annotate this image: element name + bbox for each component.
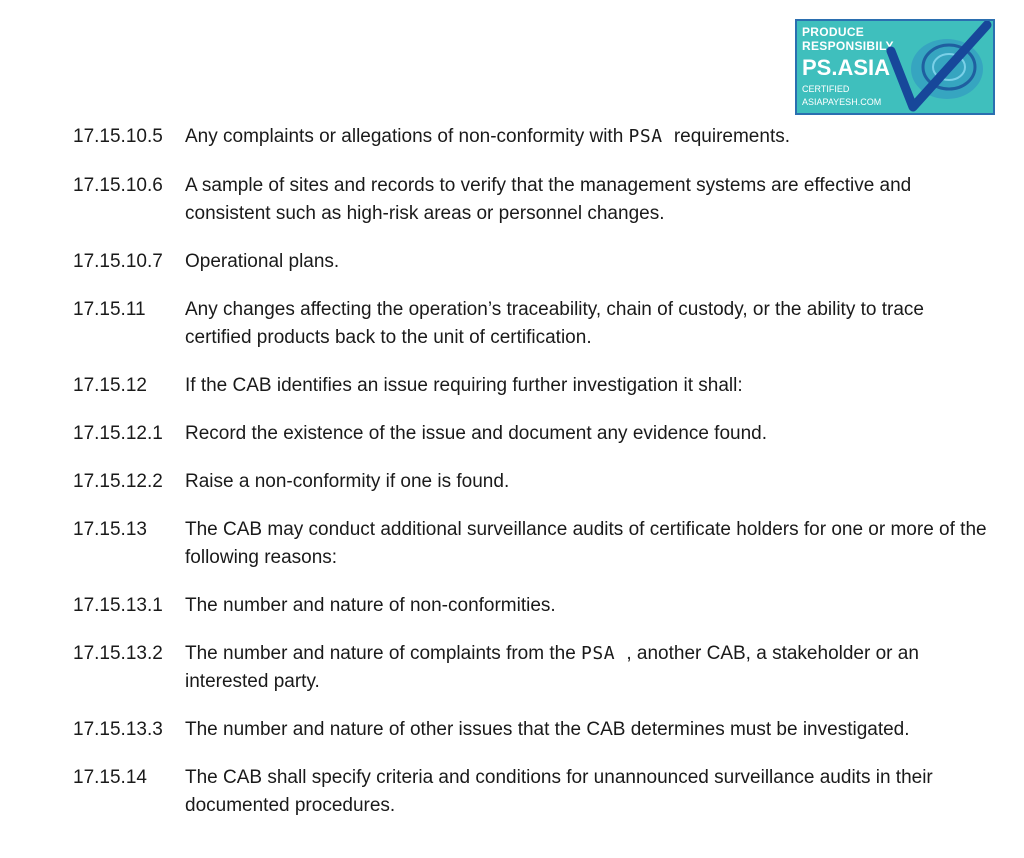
clause-item	[73, 640, 993, 696]
clause-item	[73, 420, 993, 448]
clause-text-part: Any changes affecting the operation’s traceability, chain of custody, or the ability to trace certified products back to the unit of certification.	[185, 299, 924, 348]
clause-item	[73, 716, 993, 744]
clause-text	[185, 123, 993, 151]
clause-number: 17.15.10.5	[73, 126, 163, 147]
clause-text-part: The CAB shall specify criteria and conditions for unannounced surveillance audits in their documented procedures.	[185, 767, 933, 816]
certification-logo	[795, 19, 995, 115]
clause-number: 17.15.12	[73, 375, 147, 396]
clause-text	[185, 716, 993, 744]
checkmark-seal-icon	[885, 21, 993, 115]
clause-text-part: A sample of sites and records to verify that the management systems are effective and consistent such as high-risk areas or personnel changes.	[185, 175, 912, 224]
clause-item	[73, 248, 993, 276]
clause-text	[185, 640, 993, 696]
logo-line-certified: CERTIFIED	[802, 84, 850, 94]
clause-item	[73, 468, 993, 496]
clause-number: 17.15.10.6	[73, 175, 163, 196]
clause-text-part: Operational plans.	[185, 251, 340, 272]
clause-list	[73, 123, 993, 820]
clause-item	[73, 296, 993, 352]
clause-number: 17.15.12.1	[73, 423, 163, 444]
clause-text	[185, 372, 993, 400]
clause-text	[185, 516, 993, 572]
logo-line-responsibly: RESPONSIBILY	[802, 39, 894, 53]
clause-number: 17.15.14	[73, 767, 147, 788]
clause-item	[73, 764, 993, 820]
clause-text-part: Record the existence of the issue and document any evidence found.	[185, 423, 767, 444]
clause-text-part: If the CAB identifies an issue requiring further investigation it shall:	[185, 375, 743, 396]
clause-text	[185, 248, 993, 276]
psa-mark: PSA	[581, 643, 616, 664]
clause-item	[73, 592, 993, 620]
clause-text-part: , another CAB, a stakeholder or an interested party.	[185, 643, 919, 692]
clause-item	[73, 123, 993, 151]
clause-text	[185, 592, 993, 620]
clause-text-part: Raise a non-conformity if one is found.	[185, 471, 510, 492]
psa-mark: PSA	[628, 126, 663, 147]
clause-number: 17.15.10.7	[73, 251, 163, 272]
clause-text-part: Any complaints or allegations of non-conformity with	[185, 126, 629, 147]
logo-line-produce: PRODUCE	[802, 25, 865, 39]
clause-text-part: The number and nature of other issues that the CAB determines must be investigated.	[185, 719, 910, 740]
clause-number: 17.15.12.2	[73, 471, 163, 492]
clause-text	[185, 764, 993, 820]
clause-text	[185, 172, 993, 228]
clause-text	[185, 468, 993, 496]
clause-text-part: requirements.	[668, 126, 791, 147]
clause-item	[73, 516, 993, 572]
clause-number: 17.15.13.2	[73, 643, 163, 664]
clause-text-part: The number and nature of non-conformities.	[185, 595, 556, 616]
clause-number: 17.15.11	[73, 299, 146, 320]
clause-number: 17.15.13.1	[73, 595, 163, 616]
clause-number: 17.15.13.3	[73, 719, 163, 740]
clause-text-part: The number and nature of complaints from the	[185, 643, 582, 664]
clause-text	[185, 420, 993, 448]
clause-text-part: The CAB may conduct additional surveillance audits of certificate holders for one or more of the following reasons:	[185, 519, 987, 568]
logo-website: ASIAPAYESH.COM	[802, 97, 882, 107]
clause-item	[73, 172, 993, 228]
clause-item	[73, 372, 993, 400]
clause-number: 17.15.13	[73, 519, 147, 540]
logo-brand-name: PS.ASIA	[802, 55, 891, 80]
clause-text	[185, 296, 993, 352]
